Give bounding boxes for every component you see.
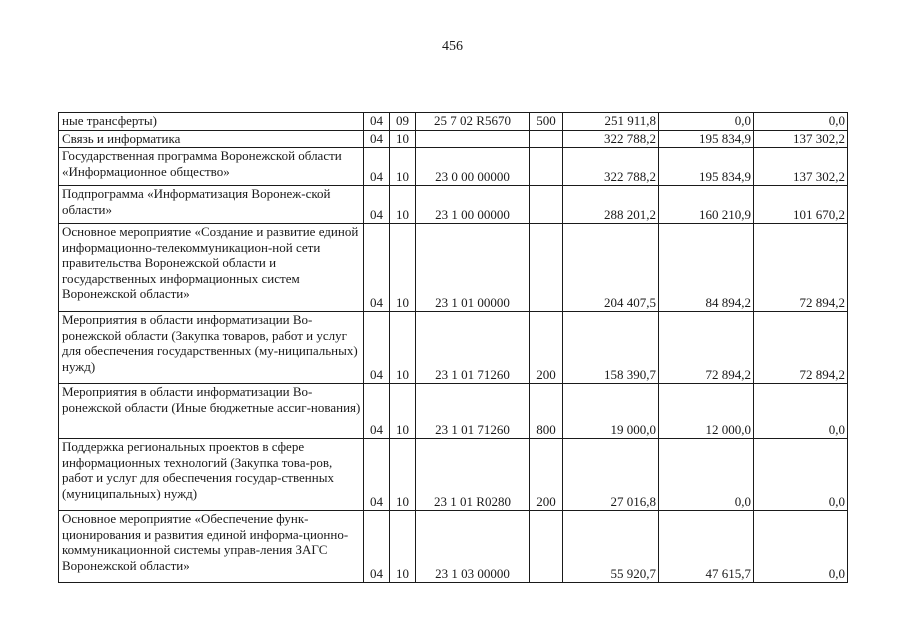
row-name: ные трансферты)	[59, 113, 364, 131]
expense-type-code: 800	[530, 384, 563, 439]
amount-year-1: 158 390,7	[563, 312, 659, 384]
expense-type-code	[530, 130, 563, 148]
section-code: 04	[364, 148, 390, 186]
amount-year-2: 195 834,9	[659, 148, 754, 186]
expense-type-code	[530, 224, 563, 312]
expense-type-code	[530, 511, 563, 583]
section-code: 04	[364, 186, 390, 224]
section-code: 04	[364, 224, 390, 312]
subsection-code: 10	[390, 511, 416, 583]
expense-type-code	[530, 148, 563, 186]
table-row	[59, 113, 848, 131]
amount-year-1: 322 788,2	[563, 130, 659, 148]
table-row	[59, 439, 848, 511]
amount-year-3: 0,0	[754, 439, 848, 511]
amount-year-3: 0,0	[754, 113, 848, 131]
amount-year-3: 0,0	[754, 384, 848, 439]
expense-type-code: 200	[530, 312, 563, 384]
row-name: Мероприятия в области информатизации Во-ронежской области (Иные бюджетные ассиг-нования)	[59, 384, 364, 439]
target-article-code: 25 7 02 R5670	[416, 113, 530, 131]
amount-year-2: 160 210,9	[659, 186, 754, 224]
budget-table	[58, 112, 848, 583]
row-name: Связь и информатика	[59, 130, 364, 148]
target-article-code: 23 1 03 00000	[416, 511, 530, 583]
subsection-code: 10	[390, 384, 416, 439]
amount-year-2: 72 894,2	[659, 312, 754, 384]
amount-year-1: 19 000,0	[563, 384, 659, 439]
amount-year-2: 84 894,2	[659, 224, 754, 312]
subsection-code: 10	[390, 186, 416, 224]
table-row	[59, 130, 848, 148]
amount-year-1: 322 788,2	[563, 148, 659, 186]
subsection-code: 09	[390, 113, 416, 131]
amount-year-1: 288 201,2	[563, 186, 659, 224]
amount-year-2: 195 834,9	[659, 130, 754, 148]
expense-type-code: 200	[530, 439, 563, 511]
section-code: 04	[364, 312, 390, 384]
row-name: Мероприятия в области информатизации Во-ронежской области (Закупка товаров, работ и услуг для обеспечения государственных (му-ниципальных) нужд)	[59, 312, 364, 384]
amount-year-1: 204 407,5	[563, 224, 659, 312]
target-article-code: 23 0 00 00000	[416, 148, 530, 186]
target-article-code: 23 1 01 00000	[416, 224, 530, 312]
expense-type-code: 500	[530, 113, 563, 131]
target-article-code: 23 1 00 00000	[416, 186, 530, 224]
amount-year-1: 251 911,8	[563, 113, 659, 131]
table-row	[59, 384, 848, 439]
row-name: Подпрограмма «Информатизация Воронеж-ской области»	[59, 186, 364, 224]
subsection-code: 10	[390, 224, 416, 312]
table-row	[59, 186, 848, 224]
section-code: 04	[364, 130, 390, 148]
row-name: Государственная программа Воронежской области «Информационное общество»	[59, 148, 364, 186]
row-name: Основное мероприятие «Создание и развитие единой информационно-телекоммуникацион-ной сети правительства Воронежской области и государственных информационных систем Воронежской области»	[59, 224, 364, 312]
table-row	[59, 511, 848, 583]
subsection-code: 10	[390, 312, 416, 384]
target-article-code: 23 1 01 71260	[416, 384, 530, 439]
expense-type-code	[530, 186, 563, 224]
amount-year-3: 137 302,2	[754, 148, 848, 186]
target-article-code: 23 1 01 R0280	[416, 439, 530, 511]
amount-year-2: 47 615,7	[659, 511, 754, 583]
amount-year-3: 0,0	[754, 511, 848, 583]
section-code: 04	[364, 384, 390, 439]
amount-year-3: 101 670,2	[754, 186, 848, 224]
amount-year-2: 0,0	[659, 113, 754, 131]
row-name: Основное мероприятие «Обеспечение функ-ционирования и развития единой информа-ционно-коммуникационной системы управ-ления ЗАГС Воронежской области»	[59, 511, 364, 583]
page-number: 456	[442, 39, 463, 54]
section-code: 04	[364, 511, 390, 583]
amount-year-3: 137 302,2	[754, 130, 848, 148]
amount-year-3: 72 894,2	[754, 224, 848, 312]
section-code: 04	[364, 113, 390, 131]
amount-year-3: 72 894,2	[754, 312, 848, 384]
target-article-code: 23 1 01 71260	[416, 312, 530, 384]
table-row	[59, 312, 848, 384]
subsection-code: 10	[390, 130, 416, 148]
amount-year-2: 0,0	[659, 439, 754, 511]
target-article-code	[416, 130, 530, 148]
table-row	[59, 148, 848, 186]
subsection-code: 10	[390, 439, 416, 511]
amount-year-1: 27 016,8	[563, 439, 659, 511]
amount-year-2: 12 000,0	[659, 384, 754, 439]
section-code: 04	[364, 439, 390, 511]
table-row	[59, 224, 848, 312]
subsection-code: 10	[390, 148, 416, 186]
amount-year-1: 55 920,7	[563, 511, 659, 583]
row-name: Поддержка региональных проектов в сфере информационных технологий (Закупка това-ров, работ и услуг для обеспечения государ-ственных (муниципальных) нужд)	[59, 439, 364, 511]
